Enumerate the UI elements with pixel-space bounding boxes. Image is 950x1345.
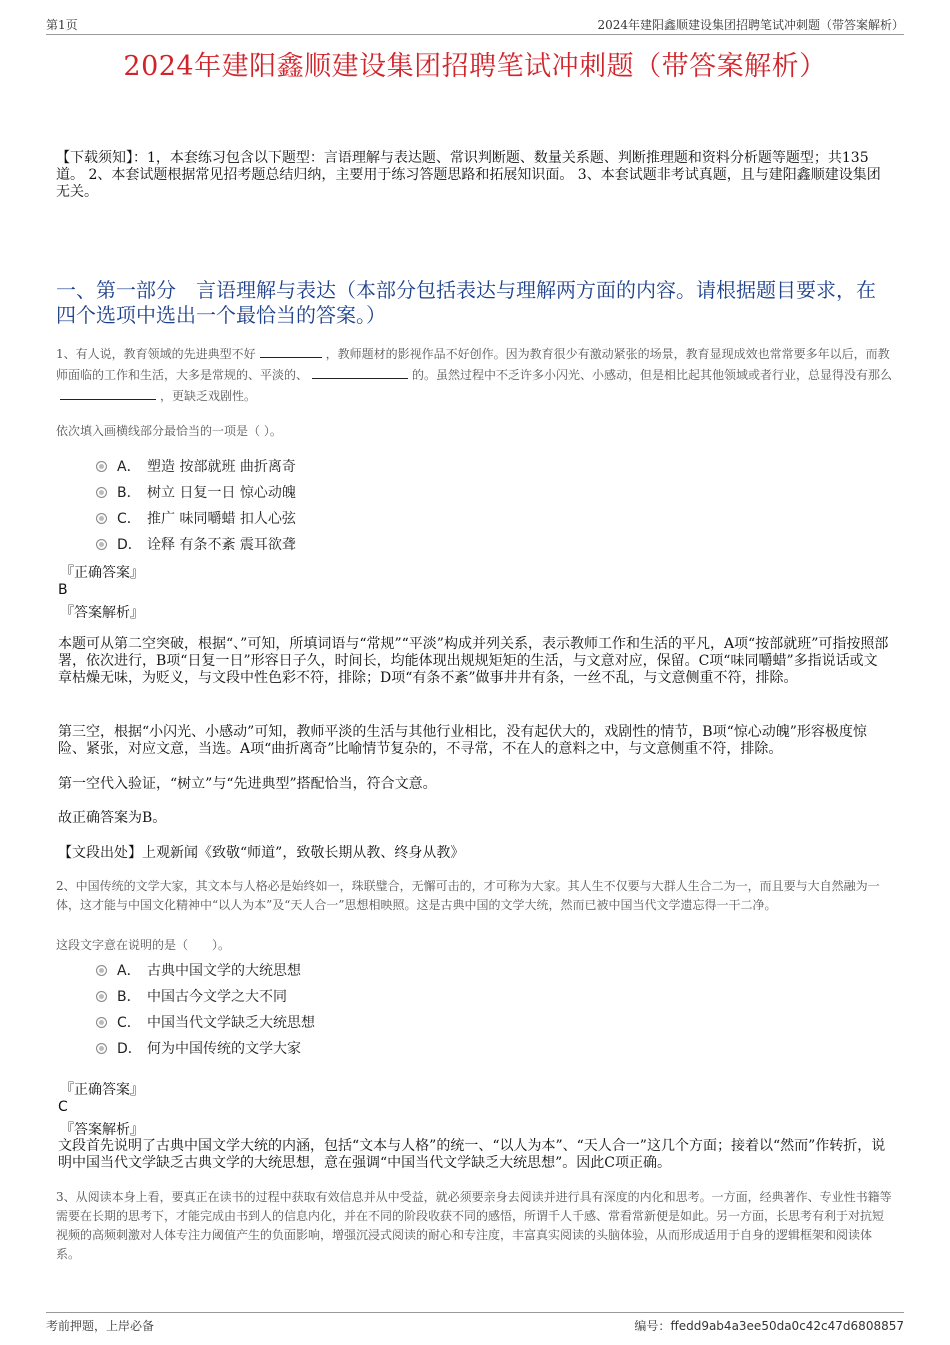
blank-3 xyxy=(60,387,156,400)
question-1-stem: 依次填入画横线部分最恰当的一项是（ ）。 xyxy=(56,424,282,438)
analysis-paragraph: 第三空，根据“小闪光、小感动”可知，教师平淡的生活与其他行业相比，没有起伏大的，戏剧性的情节，B项“惊心动魄”形容极度惊险、紧张，对应文意，当选。A项“曲折离奇”比喻情节复杂的，不寻常，不在人的意料之中，与文意侧重不符，排除。 xyxy=(58,724,867,757)
radio-icon[interactable] xyxy=(96,539,107,550)
question-2-text: 2、中国传统的文学大家，其文本与人格必是始终如一，珠联璧合，无懈可击的，才可称为大家。其人生不仅要与大群人生合二为一，而且要与大自然融为一体，这才能与中国文化精神中“以人为本”及“天人合一”思想相映照。这是古典中国的文学大统，然而已被中国当代文学遗忘得一干二净。 xyxy=(56,879,880,912)
page-header xyxy=(46,14,904,35)
radio-icon[interactable] xyxy=(96,965,107,976)
correct-answer: C xyxy=(58,1099,68,1115)
correct-answer-label: 『正确答案』 xyxy=(60,565,144,581)
correct-answer-label: 『正确答案』 xyxy=(60,1082,144,1098)
q1-part-3: 的。虽然过程中不乏许多小闪光、小感动，但是相比起其他领域或者行业，总显得没有那么 xyxy=(412,368,893,382)
radio-icon[interactable] xyxy=(96,461,107,472)
blank-1 xyxy=(260,345,322,358)
question-3-text: 3、从阅读本身上看，要真正在读书的过程中获取有效信息并从中受益，就必须要亲身去阅读并进行具有深度的内化和思考。一方面，经典著作、专业性书籍等需要在长期的思考下，才能完成由书到人的信息内化，并在不同的阶段收获不同的感悟，所谓千人千感、常看常新便是如此。另一方面，长思考有利于对抗短视频的高频刺激对人体专注力阈值产生的负面影响，增强沉浸式阅读的耐心和专注度，丰富真实阅读的头脑体验，从而形成适用于自身的逻辑框架和阅读体系。 xyxy=(56,1190,892,1261)
analysis-paragraph: 本题可从第二空突破，根据“、”可知，所填词语与“常规”“平淡”构成并列关系，表示教师工作和生活的平凡，A项“按部就班”可指按照部署，依次进行，B项“日复一日”形容日子久，时间长，均能体现出规规矩矩的生活，与文意对应，保留。C项“味同嚼蜡”多指说话或文章枯燥无味，为贬义，与文段中性色彩不符，排除；D项“有条不紊”做事井井有条，一丝不乱，与文意侧重不符，排除。 xyxy=(58,636,889,686)
header-doc-title: 2024年建阳鑫顺建设集团招聘笔试冲刺题（带答案解析） xyxy=(597,18,904,32)
q1-part-1: 1、有人说，教育领域的先进典型不好 xyxy=(56,347,256,361)
download-notice: 【下载须知】：1，本套练习包含以下题型：言语理解与表达题、常识判断题、数量关系题、判断推理题和资料分析题等题型；共135道。 2、本套试题根据常见招考题总结归纳，主要用于练习答题思路和拓展知识面。 3、本套试题非考试真题，且与建阳鑫顺建设集团无关。 xyxy=(56,150,881,200)
document-title: 2024年建阳鑫顺建设集团招聘笔试冲刺题（带答案解析） xyxy=(123,51,827,82)
analysis-paragraph: 故正确答案为B。 xyxy=(58,810,167,826)
radio-icon[interactable] xyxy=(96,1017,107,1028)
radio-icon[interactable] xyxy=(96,1043,107,1054)
question-1-text xyxy=(56,344,894,407)
option-b[interactable]: B． 中国古今文学之大不同 xyxy=(96,983,315,1009)
question-2-options xyxy=(96,957,315,1061)
correct-answer: B xyxy=(58,582,68,598)
question-1-options xyxy=(96,453,296,557)
analysis-paragraph: 第一空代入验证，“树立”与“先进典型”搭配恰当，符合文意。 xyxy=(58,776,437,792)
option-a[interactable]: A． 塑造 按部就班 曲折离奇 xyxy=(96,453,296,479)
footer-slogan: 考前押题，上岸必备 xyxy=(46,1319,155,1333)
document-code: 编号：ffedd9ab4a3ee50da0c42c47d6808857 xyxy=(634,1319,904,1333)
source-note: 【文段出处】上观新闻《致敬“师道”，致敬长期从教、终身从教》 xyxy=(58,845,465,861)
option-c[interactable]: C． 推广 味同嚼蜡 扣人心弦 xyxy=(96,505,296,531)
option-c[interactable]: C． 中国当代文学缺乏大统思想 xyxy=(96,1009,315,1035)
analysis-label: 『答案解析』 xyxy=(60,605,144,621)
radio-icon[interactable] xyxy=(96,513,107,524)
q1-part-2: ，教师题材的影视作品不好创作。因为教育很少有激动紧张的场景，教育显现成效也常常要多年以后，而教师面临的工作和生活，大多是常规的、平淡的、 xyxy=(56,347,890,382)
option-b[interactable]: B． 树立 日复一日 惊心动魄 xyxy=(96,479,296,505)
analysis-label: 『答案解析』 xyxy=(60,1122,144,1138)
radio-icon[interactable] xyxy=(96,487,107,498)
q1-part-4: ，更缺乏戏剧性。 xyxy=(160,389,257,403)
page-footer xyxy=(46,1312,904,1335)
section-heading: 一、第一部分 言语理解与表达（本部分包括表达与理解两方面的内容。请根据题目要求，在四个选项中选出一个最恰当的答案。） xyxy=(56,278,876,327)
option-a[interactable]: A． 古典中国文学的大统思想 xyxy=(96,957,315,983)
option-d[interactable]: D． 何为中国传统的文学大家 xyxy=(96,1035,315,1061)
radio-icon[interactable] xyxy=(96,991,107,1002)
analysis-paragraph: 文段首先说明了古典中国文学大统的内涵，包括“文本与人格”的统一、“以人为本”、“天人合一”这几个方面；接着以“然而”作转折，说明中国当代文学缺乏古典文学的大统思想，意在强调“中国当代文学缺乏大统思想”。因此C项正确。 xyxy=(58,1138,886,1171)
page-number: 第1页 xyxy=(46,18,78,32)
blank-2 xyxy=(312,366,408,379)
question-2-stem: 这段文字意在说明的是（ ）。 xyxy=(56,938,231,952)
option-d[interactable]: D． 诠释 有条不紊 震耳欲聋 xyxy=(96,531,296,557)
